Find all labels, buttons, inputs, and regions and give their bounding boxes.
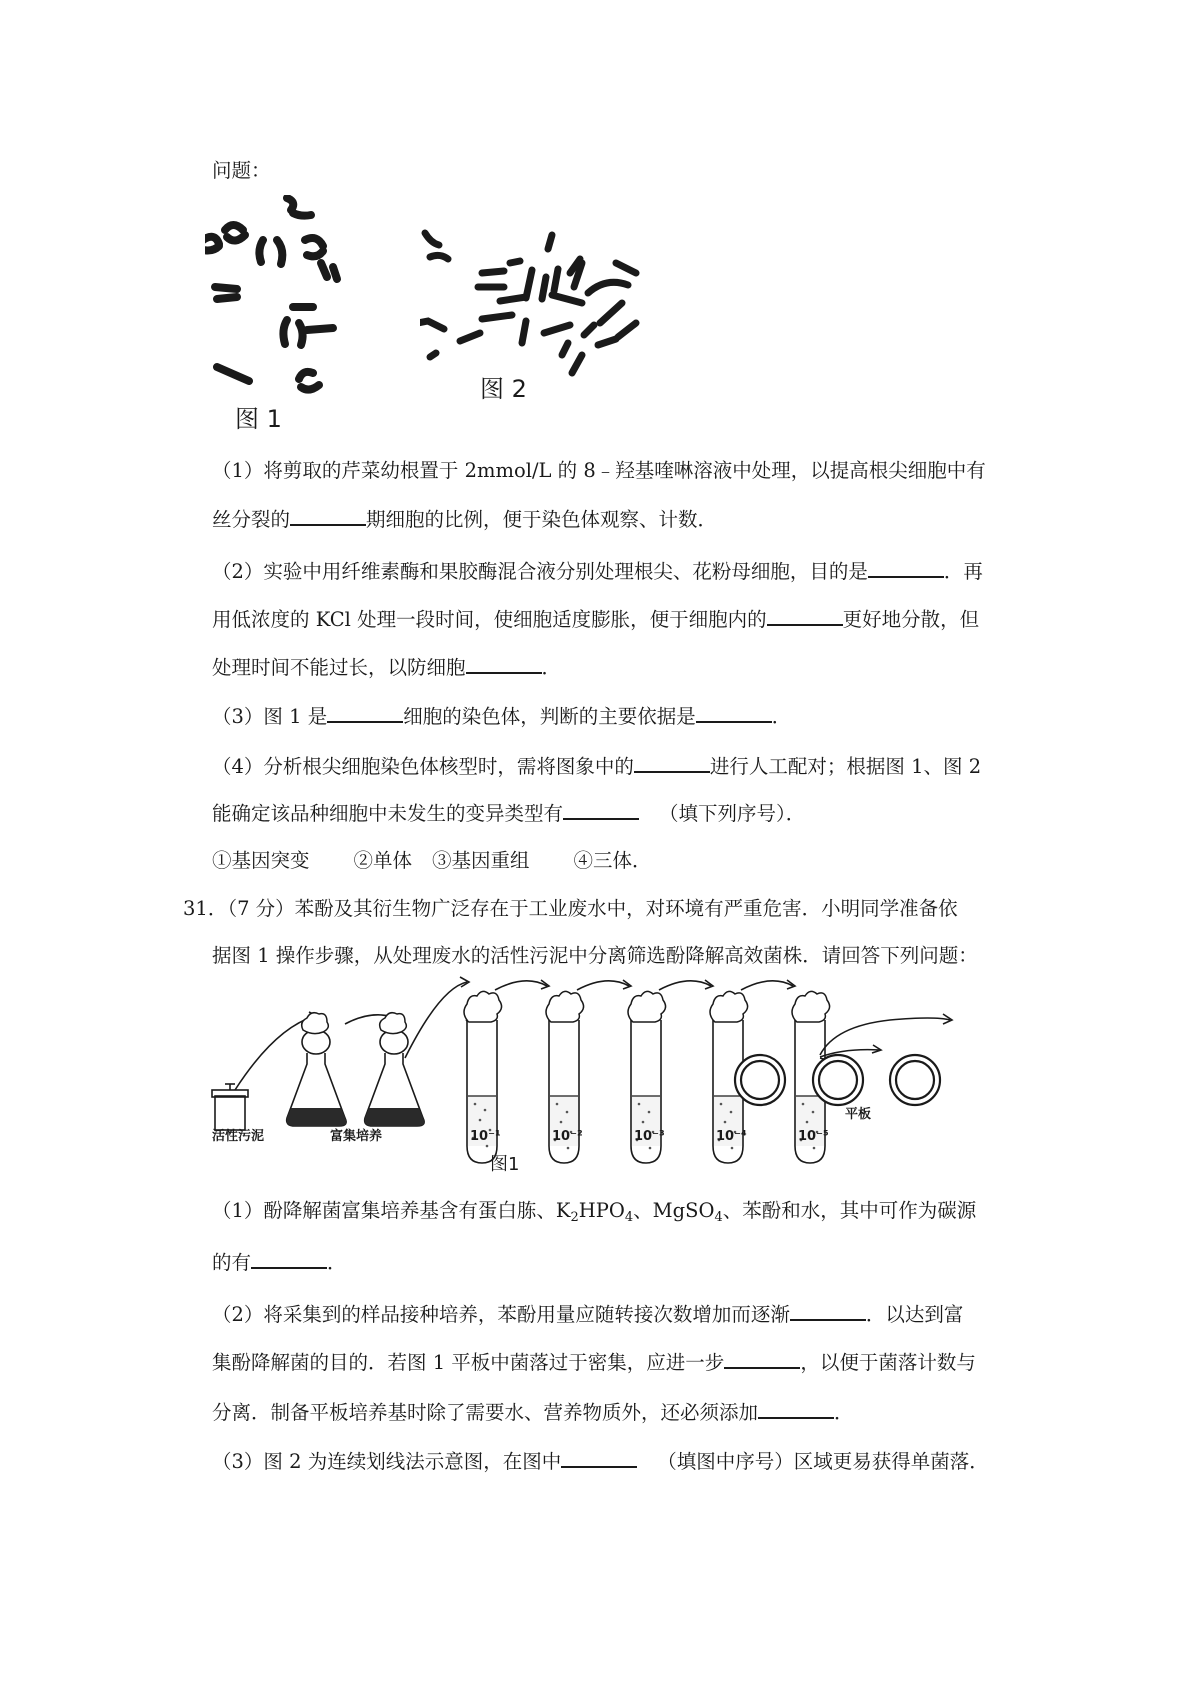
q31-header-line1: 31．（7 分）苯酚及其衍生物广泛存在于工业废水中，对环境有严重危害．小明同学准备依: [183, 897, 958, 920]
option-2: ②单体: [353, 849, 413, 872]
subscript: 4: [714, 1210, 723, 1225]
dilution-label: 10⁻¹: [470, 1129, 501, 1144]
q30-p4-text-d: （填下列序号）．: [659, 802, 806, 825]
q31-p2-text-e: 分离．制备平板培养基时除了需要水、营养物质外，还必须添加: [212, 1401, 759, 1424]
chromosome-figure-1: [205, 195, 385, 435]
q31-p3-line: [212, 1447, 989, 1475]
q31-p3-text-a: （3）图 2 为连续划线法示意图，在图中: [212, 1450, 562, 1473]
q30-p2-text-c: 用低浓度的 KCl 处理一段时间，使细胞适度膨胀，便于细胞内的: [212, 608, 767, 631]
answer-blank[interactable]: [251, 1248, 327, 1269]
q31-p2-text-c: 集酚降解菌的目的．若图 1 平板中菌落过于密集，应进一步: [212, 1351, 725, 1374]
q30-p2-line1: [212, 557, 983, 585]
q31-p1-line2: [212, 1248, 347, 1276]
subscript: 2: [570, 1210, 579, 1225]
dilution-label: 10⁻²: [552, 1129, 583, 1144]
answer-blank[interactable]: [696, 702, 772, 723]
subscript: 4: [624, 1210, 634, 1225]
fig2-label: 图 2: [480, 375, 527, 403]
answer-blank[interactable]: [466, 653, 542, 674]
answer-blank[interactable]: [758, 1398, 834, 1419]
answer-blank[interactable]: [790, 1300, 866, 1321]
q30-p1-line1: （1）将剪取的芹菜幼根置于 2mmol/L 的 8﹣羟基喹啉溶液中处理，以提高根尖细胞中有: [212, 459, 986, 482]
option-4: ④三体．: [573, 849, 652, 872]
q30-p4-text-a: （4）分析根尖细胞染色体核型时，需将图象中的: [212, 755, 634, 778]
q30-p2-text-e: 处理时间不能过长，以防细胞: [212, 656, 466, 679]
answer-blank[interactable]: [634, 752, 710, 773]
dilution-label: 10⁻⁵: [798, 1129, 829, 1144]
q31-p2-text-a: （2）将采集到的样品接种培养，苯酚用量应随转接次数增加而逐渐: [212, 1303, 790, 1326]
label-activated-sludge: 活性污泥: [212, 1129, 265, 1144]
q30-p1-line2: [212, 505, 717, 533]
q30-p3-text-b: 细胞的染色体，判断的主要依据是: [403, 705, 696, 728]
dilution-label: 10⁻⁴: [716, 1129, 747, 1144]
q31-p2-text-d: ，以便于菌落计数与: [800, 1351, 976, 1374]
q30-p4-line1: [212, 752, 981, 780]
answer-blank[interactable]: [563, 799, 639, 820]
q30-p1-text-a: 丝分裂的: [212, 508, 291, 531]
answer-blank[interactable]: [327, 702, 403, 723]
option-1: ①基因突变: [212, 849, 310, 872]
q30-p4-line2: [212, 799, 805, 827]
answer-blank[interactable]: [724, 1348, 800, 1369]
q31-header-line2: 据图 1 操作步骤，从处理废水的活性污泥中分离筛选酚降解高效菌株．请回答下列问题：: [212, 944, 978, 967]
q30-p3-text-a: （3）图 1 是: [212, 705, 328, 728]
answer-blank[interactable]: [767, 605, 843, 626]
q31-p1-text-f: ．: [327, 1251, 347, 1274]
q31-p1-text-d: 、苯酚和水，其中可作为碳源: [722, 1199, 977, 1222]
answer-blank[interactable]: [290, 505, 366, 526]
q31-p1-text-e: 的有: [212, 1251, 252, 1274]
q30-options: [212, 848, 652, 874]
q31-fig1-label: 图1: [490, 1154, 520, 1175]
petri-plates-group: [720, 1040, 960, 1130]
answer-blank[interactable]: [868, 557, 944, 578]
chromosome-figure-2: [420, 225, 710, 435]
q31-p3-text-b: （填图中序号）区域更易获得单菌落．: [657, 1450, 989, 1473]
label-plate: 平板: [845, 1107, 872, 1122]
option-3: ③基因重组: [432, 849, 530, 872]
answer-blank[interactable]: [561, 1447, 637, 1468]
q31-p1-text-a: （1）酚降解菌富集培养基含有蛋白胨、K: [212, 1199, 571, 1222]
q31-p2-line3: [212, 1398, 854, 1426]
q31-p1-text-b: HPO: [578, 1199, 625, 1222]
q30-p1-text-b: 期细胞的比例，便于染色体观察、计数．: [366, 508, 718, 531]
q30-p3-text-c: ．: [771, 705, 792, 728]
q30-p4-text-b: 进行人工配对；根据图 1、图 2: [709, 755, 982, 778]
q31-p2-line2: [212, 1348, 976, 1376]
fig1-label: 图 1: [235, 405, 282, 433]
q30-intro: 问题：: [212, 159, 271, 182]
q30-p2-line3: [212, 653, 561, 681]
q31-p2-line1: [212, 1300, 963, 1328]
q30-p2-text-a: （2）实验中用纤维素酶和果胶酶混合液分别处理根尖、花粉母细胞，目的是: [212, 560, 868, 583]
q31-p2-text-b: ．以达到富: [865, 1303, 964, 1326]
q30-p2-text-d: 更好地分散，但: [842, 608, 980, 631]
q31-p2-text-f: ．: [834, 1401, 854, 1424]
q31-p1-text-c: 、MgSO: [633, 1199, 715, 1222]
q31-p1-line1: [212, 1198, 976, 1224]
q30-p4-text-c: 能确定该品种细胞中未发生的变异类型有: [212, 802, 564, 825]
q30-p3-line: [212, 702, 791, 730]
dilution-label: 10⁻³: [634, 1129, 665, 1144]
q30-p2-text-b: ．再: [943, 560, 983, 583]
label-enrichment-culture: 富集培养: [330, 1129, 383, 1144]
q30-p2-line2: [212, 605, 979, 633]
q30-p2-text-f: ．: [541, 656, 562, 679]
